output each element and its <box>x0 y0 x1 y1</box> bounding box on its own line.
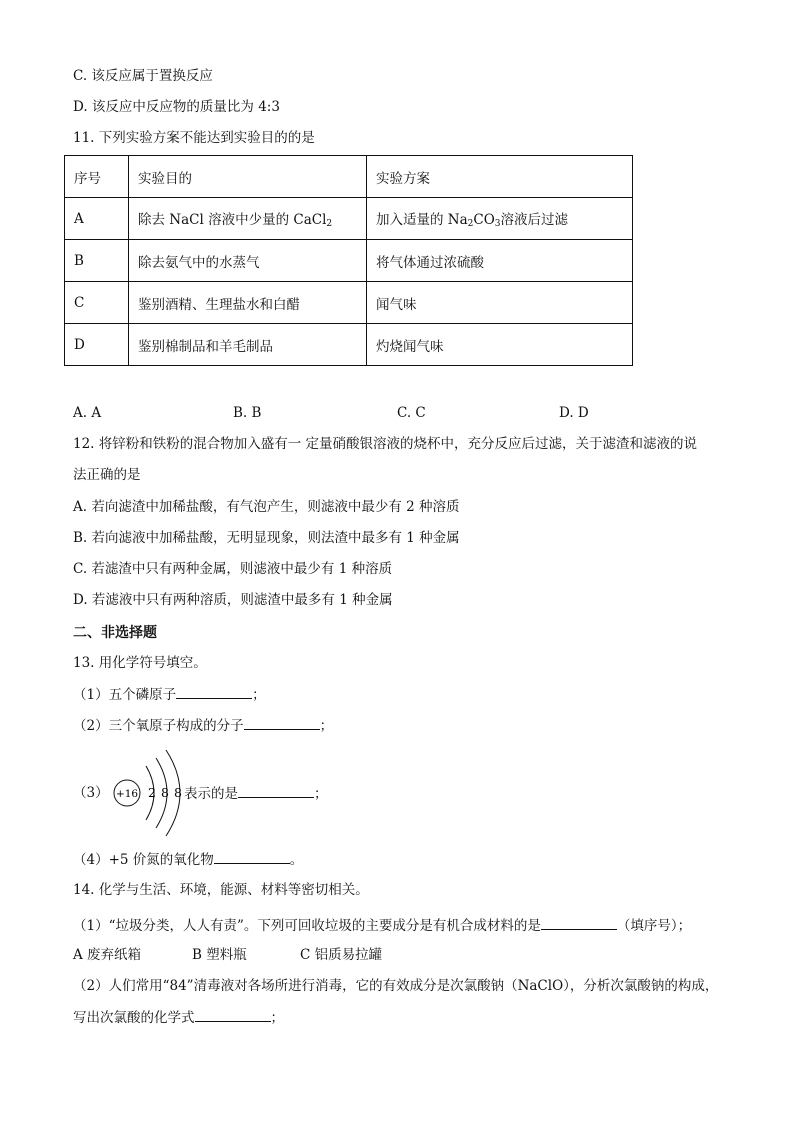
row-plan: 将气体通过浓硫酸 <box>367 240 633 282</box>
row-plan: 灼烧闻气味 <box>367 324 633 366</box>
answer-blank[interactable] <box>238 783 314 798</box>
table-row <box>65 324 633 366</box>
q14-option-c: C 铝质易拉罐 <box>300 947 383 963</box>
answer-blank[interactable] <box>244 715 320 730</box>
section-heading: 二、非选择题 <box>73 625 157 641</box>
table-row <box>65 240 633 282</box>
q14-part1: （1）“垃圾分类，人人有责”。下列可回收垃圾的主要成分是有机合成材料的是 （填序号）； <box>73 915 691 936</box>
q14-option-a: A 废弃纸箱 <box>73 947 142 963</box>
q14-part2-line2: 写出次氯酸的化学式 ； <box>73 1007 284 1028</box>
table-header-cell: 序号 <box>65 156 129 198</box>
q12-stem-line1: 12. 将锌粉和铁粉的混合物加入盛有一 定量硝酸银溶液的烧杯中，充分反应后过滤，关于滤渣和滤液的说 <box>73 436 698 452</box>
shell-electrons-3: 8 <box>174 785 182 800</box>
q11-stem: 11. 下列实验方案不能达到实验目的的是 <box>73 130 315 146</box>
q13-part1: （1）五个磷原子 ； <box>73 684 266 705</box>
row-goal: 除去 NaCl 溶液中少量的 CaCl$_2$ <box>129 198 367 240</box>
q12-stem-line2: 法正确的是 <box>73 467 141 483</box>
table-row <box>65 282 633 324</box>
table-header-cell: 实验目的 <box>129 156 367 198</box>
q13-part3-text: 表示的是 ； <box>184 783 328 804</box>
table-header-cell: 实验方案 <box>367 156 633 198</box>
row-goal: 鉴别酒精、生理盐水和白醋 <box>129 282 367 324</box>
answer-blank[interactable] <box>176 684 252 699</box>
q11-option-c: C. C <box>397 405 426 421</box>
answer-blank[interactable] <box>214 849 290 864</box>
q12-option-b: B. 若向滤液中加稀盐酸，无明显现象，则法渣中最多有 1 种金属 <box>73 530 460 546</box>
answer-blank[interactable] <box>195 1007 271 1022</box>
row-plan: 闻气味 <box>367 282 633 324</box>
row-id: D <box>65 324 129 366</box>
row-goal: 鉴别棉制品和羊毛制品 <box>129 324 367 366</box>
q10-option-d: D. 该反应中反应物的质量比为 4:3 <box>73 99 280 115</box>
nucleus-charge: +16 <box>115 788 139 800</box>
q14-option-b: B 塑料瓶 <box>192 947 247 963</box>
q10-option-c: C. 该反应属于置换反应 <box>73 68 213 84</box>
shell-electrons-1: 2 <box>148 785 156 800</box>
row-plan: 加入适量的 $Na_2CO_3$溶液后过滤 <box>367 198 633 240</box>
q14-part2-line1: （2）人们常用“84”清毒液对各场所进行消毒，它的有效成分是次氯酸钠（NaClO），分析次氯酸钠的构成， <box>73 978 719 994</box>
table-row <box>65 198 633 240</box>
q12-option-a: A. 若向滤渣中加稀盐酸，有气泡产生，则滤液中最少有 2 种溶质 <box>73 499 460 515</box>
q11-option-d: D. D <box>559 405 589 421</box>
row-id: B <box>65 240 129 282</box>
q13-part2: （2）三个氧原子构成的分子 ； <box>73 715 333 736</box>
row-id: C <box>65 282 129 324</box>
row-id: A <box>65 198 129 240</box>
shell-electrons-2: 8 <box>161 785 169 800</box>
q13-stem: 13. 用化学符号填空。 <box>73 655 207 671</box>
answer-blank[interactable] <box>541 915 617 930</box>
row-goal: 除去氨气中的水蒸气 <box>129 240 367 282</box>
q13-part4: （4）+5 价氮的氧化物 。 <box>73 849 303 870</box>
q12-option-d: D. 若滤液中只有两种溶质，则滤渣中最多有 1 种金属 <box>73 592 393 608</box>
q11-option-b: B. B <box>233 405 262 421</box>
q11-option-a: A. A <box>73 405 102 421</box>
q13-part3-label: （3） <box>73 785 109 801</box>
q12-option-c: C. 若滤渣中只有两种金属，则滤液中最少有 1 种溶质 <box>73 561 393 577</box>
experiment-table <box>64 155 633 366</box>
table-header-row <box>65 156 633 198</box>
q14-stem: 14. 化学与生活、环境，能源、材料等密切相关。 <box>73 882 369 898</box>
